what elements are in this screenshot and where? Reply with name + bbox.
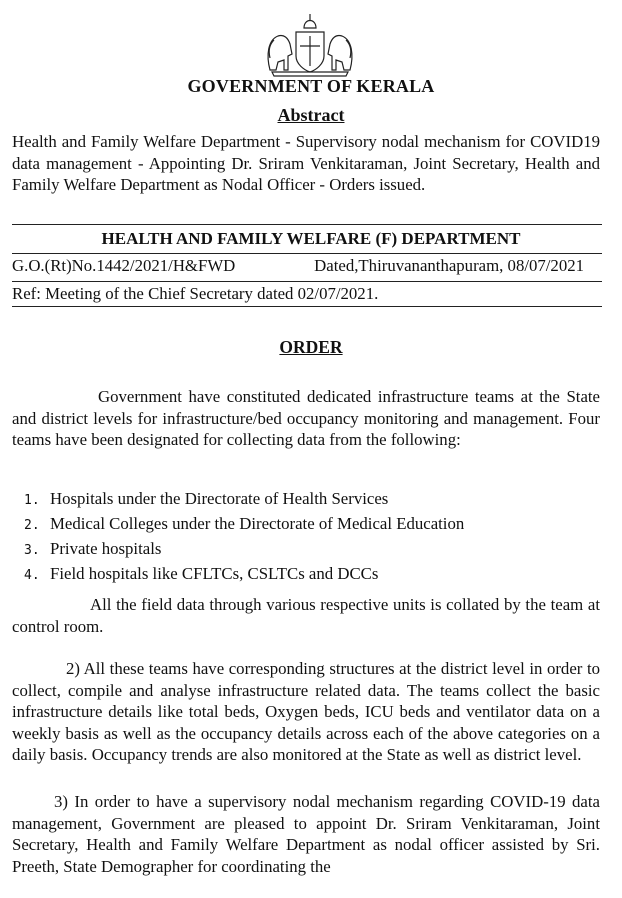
- order-paragraph-1: Government have constituted dedicated infrastructure teams at the State and district levels for infrastructure/bed occupancy monitoring and management. Four teams have been designated for collecting data from the following:: [12, 387, 600, 450]
- list-text: Medical Colleges under the Directorate of Medical Education: [50, 514, 465, 533]
- list-item: [24, 562, 464, 587]
- list-item: [24, 537, 464, 562]
- list-number: 3.: [24, 543, 40, 558]
- subject-text: Health and Family Welfare Department - Supervisory nodal mechanism for COVID19 data management - Appointing Dr. Sriram Venkitaraman, Joint Secretary, Health and Family Welfare Department as Nodal Officer - Orders issued.: [12, 132, 600, 195]
- list-text: Hospitals under the Directorate of Health Services: [50, 489, 389, 508]
- go-date: Dated,Thiruvananthapuram, 08/07/2021: [314, 256, 584, 275]
- list-number: 1.: [24, 493, 40, 508]
- data-source-list: [24, 487, 464, 587]
- divider: [12, 253, 602, 254]
- kerala-state-emblem: [262, 10, 358, 80]
- go-number: G.O.(Rt)No.1442/2021/H&FWD: [12, 256, 236, 275]
- order-heading: ORDER: [279, 337, 343, 357]
- reference-line: Ref: Meeting of the Chief Secretary dated 02/07/2021.: [12, 284, 379, 303]
- list-item: [24, 512, 464, 537]
- divider: [12, 306, 602, 307]
- department-title: HEALTH AND FAMILY WELFARE (F) DEPARTMENT: [101, 229, 521, 248]
- list-item: [24, 487, 464, 512]
- order-paragraph-2: All the field data through various respective units is collated by the team at control room.: [12, 595, 600, 636]
- divider: [12, 281, 602, 282]
- list-text: Field hospitals like CFLTCs, CSLTCs and DCCs: [50, 564, 379, 583]
- go-line: [12, 256, 584, 276]
- divider: [12, 224, 602, 225]
- list-number: 2.: [24, 518, 40, 533]
- abstract-heading: Abstract: [277, 105, 345, 125]
- list-number: 4.: [24, 568, 40, 583]
- order-paragraph-4: 3) In order to have a supervisory nodal mechanism regarding COVID-19 data management, Government are pleased to appoint Dr. Sriram Venkitaraman, Joint Secretary, Health and Family Welfare Department as nodal officer assisted by Sri. Preeth, State Demographer for coordinating the: [12, 792, 600, 876]
- order-paragraph-3: 2) All these teams have corresponding structures at the district level in order to collect, compile and analyse infrastructure related data. The teams collect the basic infrastructure details like total beds, Oxygen beds, ICU beds and ventilator data on a weekly basis as well as the occupancy details across each of the above categories on a daily basis. Occupancy trends are also monitored at the State as well as district level.: [12, 659, 600, 765]
- list-text: Private hospitals: [50, 539, 162, 558]
- government-title: GOVERNMENT OF KERALA: [187, 76, 435, 96]
